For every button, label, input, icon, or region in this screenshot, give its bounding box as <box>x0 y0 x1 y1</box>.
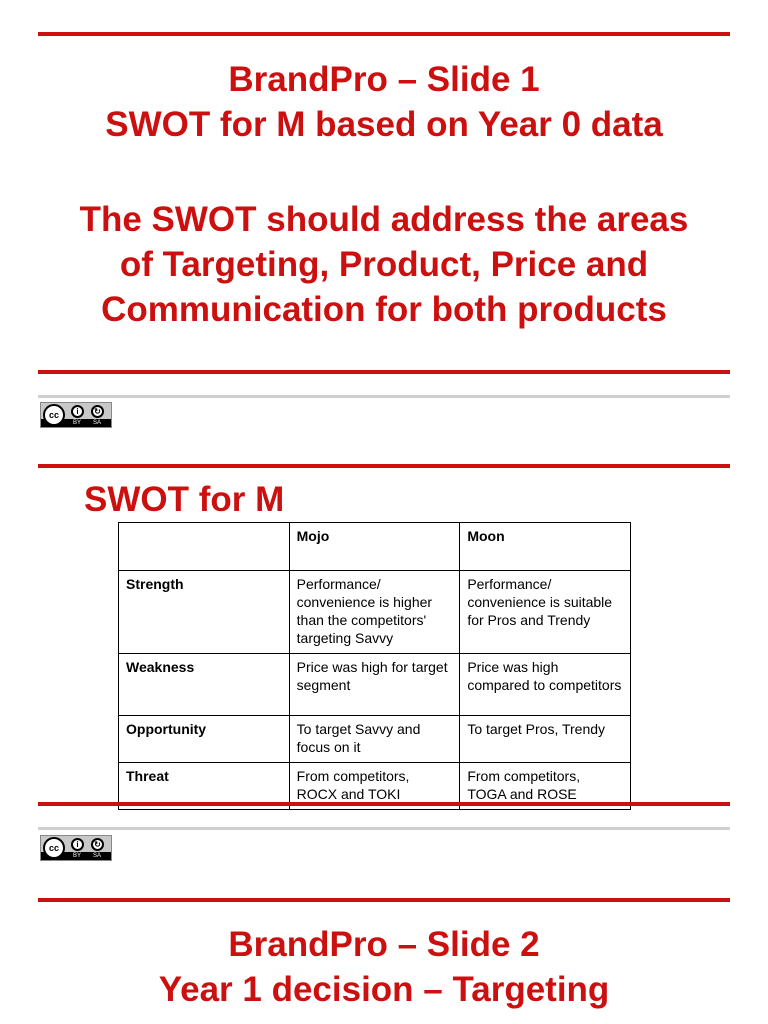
slide-divider <box>38 395 730 398</box>
table-header-cell: Mojo <box>289 523 460 571</box>
table-cell: Performance/ convenience is suitable for Pros and Trendy <box>460 571 631 654</box>
slide-divider <box>38 827 730 830</box>
cc-license-badge <box>40 835 112 861</box>
row-label: Opportunity <box>119 716 290 763</box>
cc-icon: cc <box>43 404 65 426</box>
slide2-title-line1: BrandPro – Slide 2 <box>228 925 540 964</box>
slide1-subtitle-line1: The SWOT should address the areas <box>79 200 689 239</box>
top-rule <box>38 32 730 36</box>
table-cell: From competitors, TOGA and ROSE <box>460 763 631 810</box>
row-label: Threat <box>119 763 290 810</box>
slide1-subtitle-line2: of Targeting, Product, Price and <box>119 245 649 284</box>
slide1-subtitle-line3: Communication for both products <box>101 290 667 329</box>
by-label: BY <box>73 853 82 859</box>
cc-license-badge <box>40 402 112 428</box>
table-cell: From competitors, ROCX and TOKI <box>289 763 460 810</box>
table-header-cell: Moon <box>460 523 631 571</box>
row-label: Weakness <box>119 654 290 716</box>
table-cell: Price was high for target segment <box>289 654 460 716</box>
cc-icon: cc <box>43 837 65 859</box>
table-row <box>119 716 631 763</box>
slide1-title-line2: SWOT for M based on Year 0 data <box>105 105 663 144</box>
by-icon: i <box>71 405 84 418</box>
slide1-bottom-rule <box>38 370 730 374</box>
row-label: Strength <box>119 571 290 654</box>
by-label: BY <box>73 420 82 426</box>
sa-label: SA <box>93 853 102 859</box>
slide2-title-line2: Year 1 decision – Targeting <box>158 970 610 1009</box>
by-icon: i <box>71 838 84 851</box>
table-header-cell <box>119 523 290 571</box>
table-row <box>119 654 631 716</box>
table-header-row <box>119 523 631 571</box>
slide1-title-line1: BrandPro – Slide 1 <box>228 60 540 99</box>
slide1-subtitle <box>0 197 768 332</box>
slide1-title <box>0 57 768 147</box>
table-row <box>119 571 631 654</box>
swot-heading: SWOT for M <box>84 480 285 519</box>
swot-table <box>118 522 631 810</box>
sa-icon: ↻ <box>91 405 104 418</box>
slide2-title <box>0 922 768 1012</box>
slide2-top-rule <box>38 898 730 902</box>
table-cell: To target Pros, Trendy <box>460 716 631 763</box>
swot-top-rule <box>38 464 730 468</box>
sa-label: SA <box>93 420 102 426</box>
sa-icon: ↻ <box>91 838 104 851</box>
table-cell: To target Savvy and focus on it <box>289 716 460 763</box>
table-cell: Performance/ convenience is higher than the competitors' targeting Savvy <box>289 571 460 654</box>
table-cell: Price was high compared to competitors <box>460 654 631 716</box>
swot-bottom-rule <box>38 802 730 806</box>
